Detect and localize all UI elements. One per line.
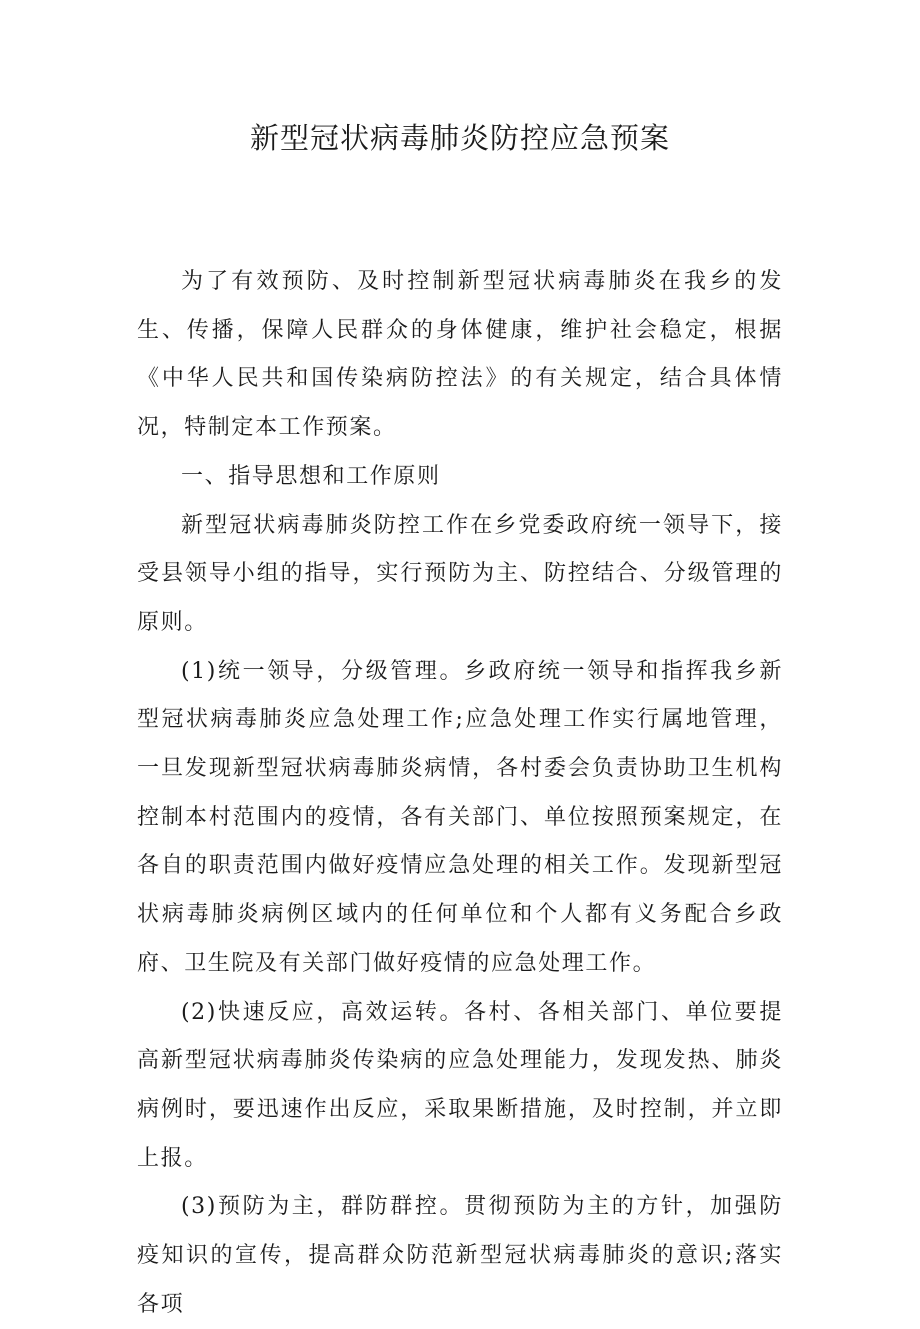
- intro-paragraph: 为了有效预防、及时控制新型冠状病毒肺炎在我乡的发生、传播，保障人民群众的身体健康，维护社会稳定，根据《中华人民共和国传染病防控法》的有关规定，结合具体情况，特制定本工作预案。: [137, 269, 783, 441]
- document-body: [137, 258, 783, 1329]
- principle-item-2: (2)快速反应，高效运转。各村、各相关部门、单位要提高新型冠状病毒肺炎传染病的应急处理能力，发现发热、肺炎病例时，要迅速作出反应，采取果断措施，及时控制，并立即上报。: [137, 999, 783, 1171]
- principle-item-3: (3)预防为主，群防群控。贯彻预防为主的方针，加强防疫知识的宣传，提高群众防范新型冠状病毒肺炎的意识;落实各项: [137, 1194, 783, 1317]
- principle-paragraph: 新型冠状病毒肺炎防控工作在乡党委政府统一领导下，接受县领导小组的指导，实行预防为主、防控结合、分级管理的原则。: [137, 512, 783, 635]
- section-heading: 一、指导思想和工作原则: [181, 463, 441, 489]
- principle-item-1: (1)统一领导，分级管理。乡政府统一领导和指挥我乡新型冠状病毒肺炎应急处理工作;应急处理工作实行属地管理，一旦发现新型冠状病毒肺炎病情，各村委会负责协助卫生机构控制本村范围内的疫情，各有关部门、单位按照预案规定，在各自的职责范围内做好疫情应急处理的相关工作。发现新型冠状病毒肺炎病例区域内的任何单位和个人都有义务配合乡政府、卫生院及有关部门做好疫情的应急处理工作。: [137, 658, 783, 976]
- document-title: 新型冠状病毒肺炎防控应急预案: [249, 121, 670, 155]
